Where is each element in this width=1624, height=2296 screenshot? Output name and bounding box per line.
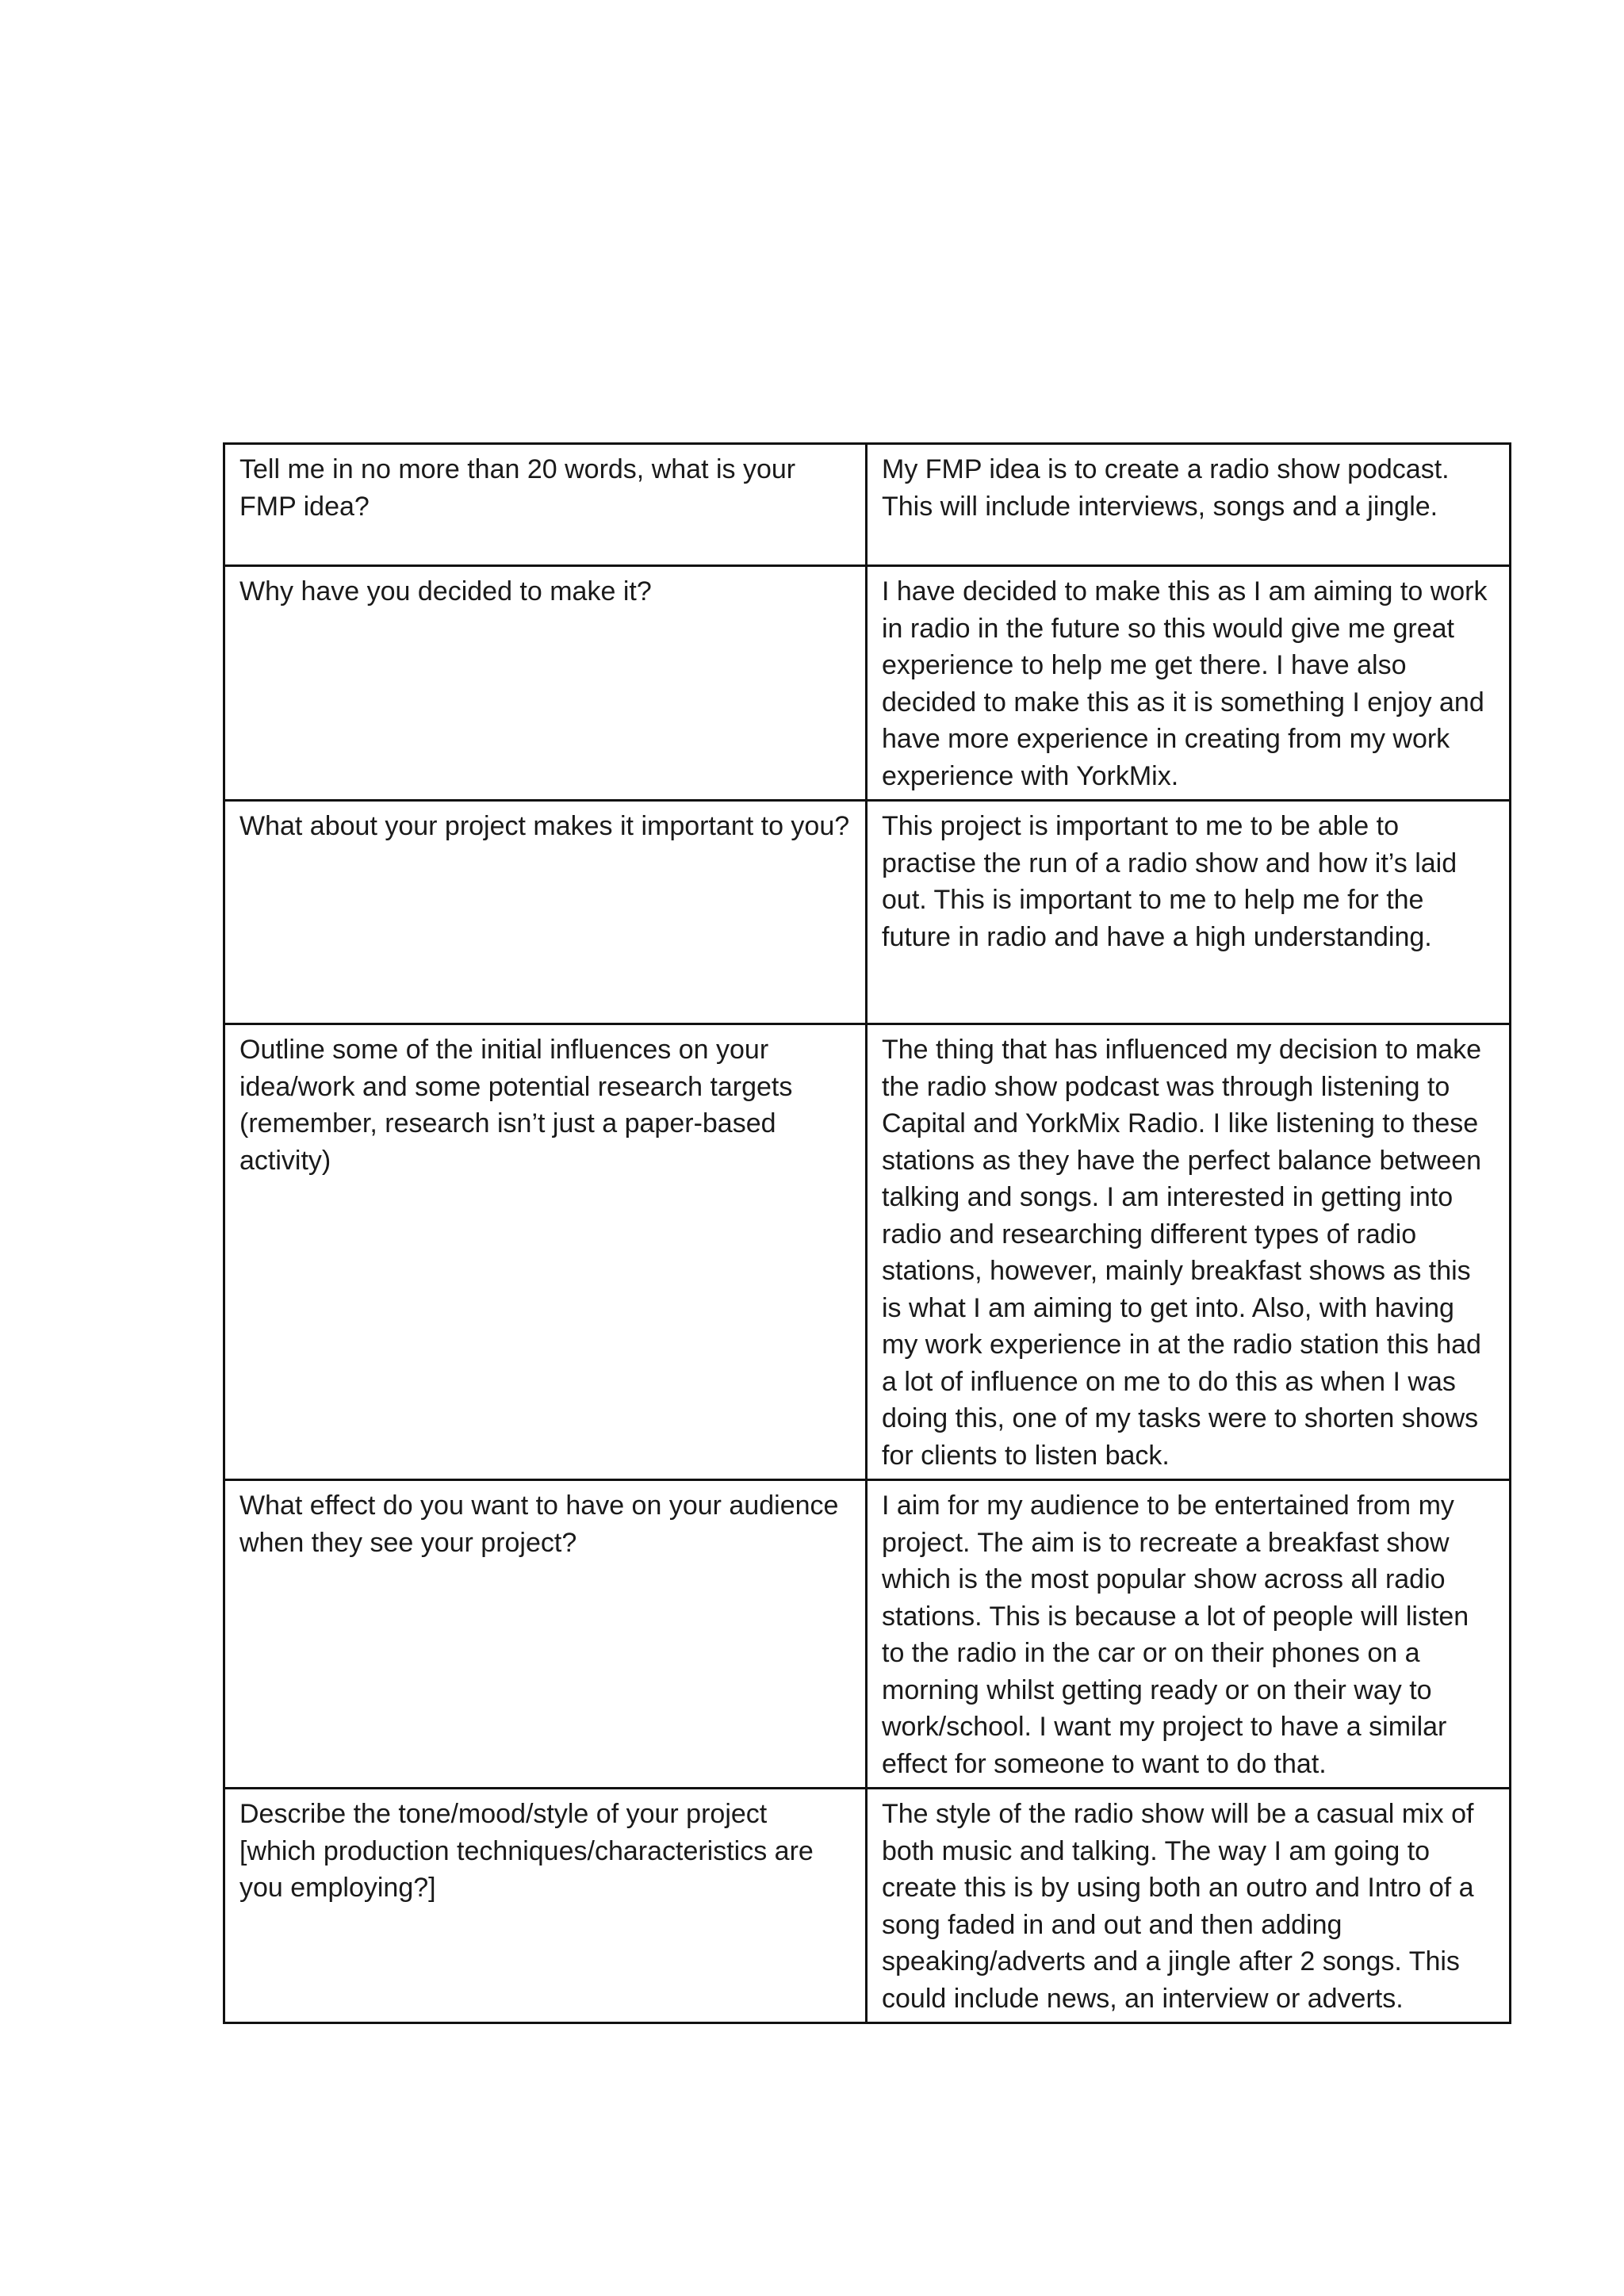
question-cell-fmp-idea: Tell me in no more than 20 words, what is your FMP idea? (224, 444, 867, 566)
question-cell-importance: What about your project makes it important to you? (224, 801, 867, 1024)
table-row (224, 801, 1511, 1024)
table-row (224, 444, 1511, 566)
answer-cell-fmp-idea: My FMP idea is to create a radio show podcast. This will include interviews, songs and a jingle. (867, 444, 1511, 566)
answer-cell-tone-style: The style of the radio show will be a casual mix of both music and talking. The way I am going to create this is by using both an outro and Intro of a song faded in and out and then adding speaking/adverts and a jingle after 2 songs. This could include news, an interview or adverts. (867, 1789, 1511, 2023)
table-row (224, 566, 1511, 801)
question-cell-why: Why have you decided to make it? (224, 566, 867, 801)
table-row (224, 1789, 1511, 2023)
question-cell-audience-effect: What effect do you want to have on your audience when they see your project? (224, 1480, 867, 1789)
question-cell-tone-style: Describe the tone/mood/style of your project [which production techniques/characteristics are you employing?] (224, 1789, 867, 2023)
question-cell-influences: Outline some of the initial influences on your idea/work and some potential research targets (remember, research isn’t just a paper-based activity) (224, 1024, 867, 1480)
answer-cell-influences: The thing that has influenced my decision to make the radio show podcast was through listening to Capital and YorkMix Radio. I like listening to these stations as they have the perfect balance between talking and songs. I am interested in getting into radio and researching different types of radio stations, however, mainly breakfast shows as this is what I am aiming to get into. Also, with having my work experience in at the radio station this had a lot of influence on me to do this as when I was doing this, one of my tasks were to shorten shows for clients to listen back. (867, 1024, 1511, 1480)
answer-cell-importance: This project is important to me to be able to practise the run of a radio show and how it’s laid out. This is important to me to help me for the future in radio and have a high understanding. (867, 801, 1511, 1024)
table-row (224, 1480, 1511, 1789)
fmp-proposal-table (223, 442, 1511, 2024)
answer-cell-why: I have decided to make this as I am aiming to work in radio in the future so this would give me great experience to help me get there. I have also decided to make this as it is something I enjoy and have more experience in creating from my work experience with YorkMix. (867, 566, 1511, 801)
table-row (224, 1024, 1511, 1480)
answer-cell-audience-effect: I aim for my audience to be entertained from my project. The aim is to recreate a breakfast show which is the most popular show across all radio stations. This is because a lot of people will listen to the radio in the car or on their phones on a morning whilst getting ready or on their way to work/school. I want my project to have a similar effect for someone to want to do that. (867, 1480, 1511, 1789)
